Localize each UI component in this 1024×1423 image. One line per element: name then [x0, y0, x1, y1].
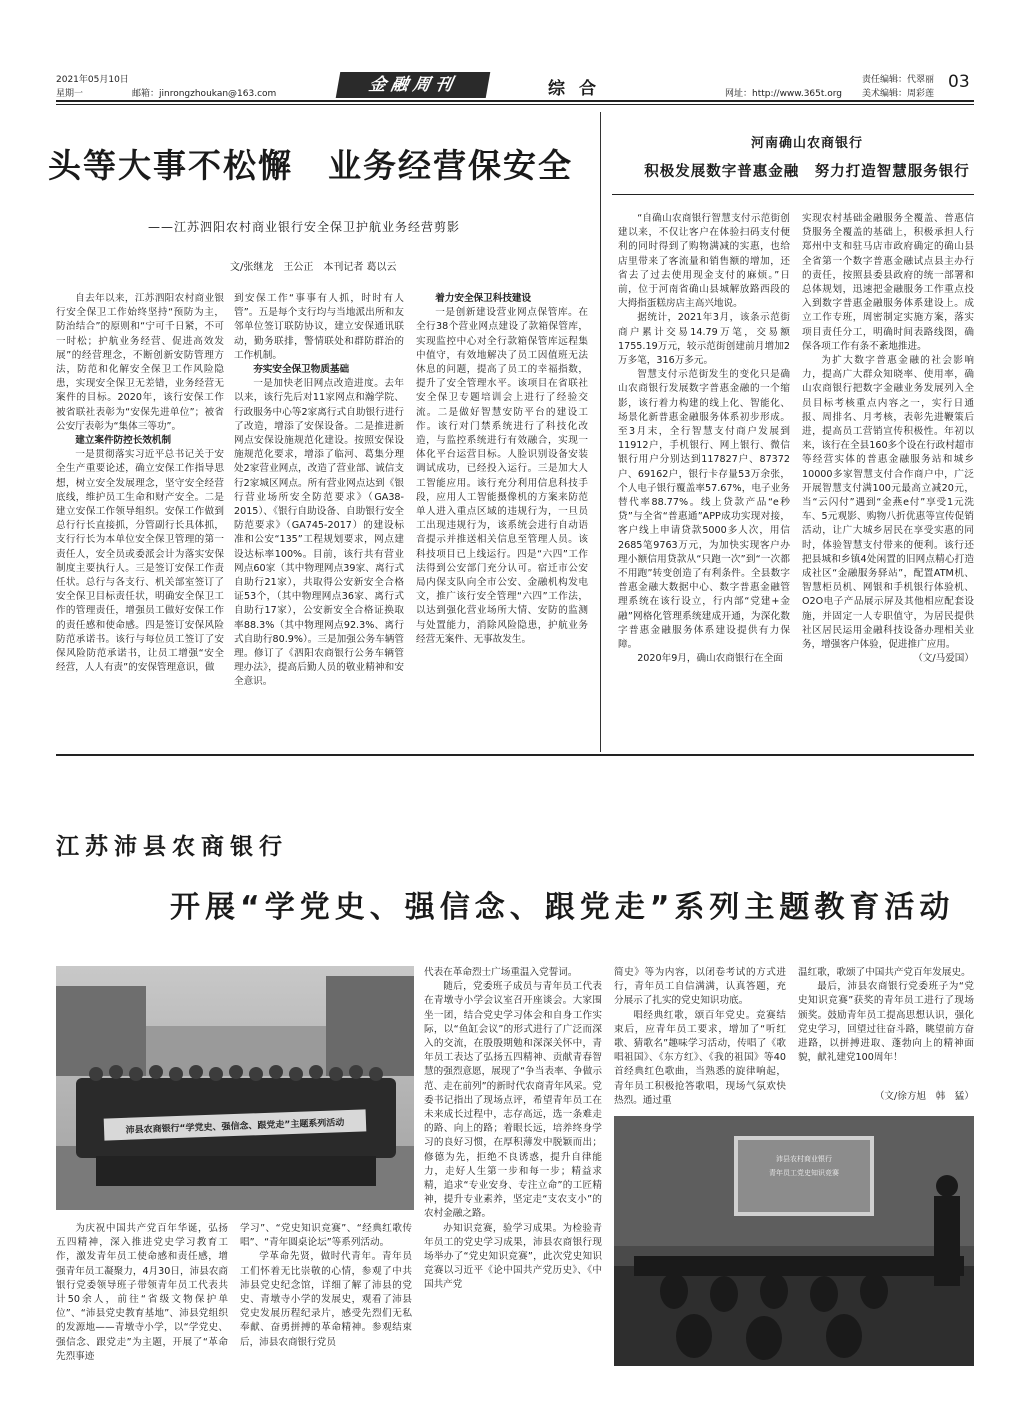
subheading: 夯实安全保卫物质基础: [253, 364, 350, 376]
paragraph: 简史》等为内容，以闭卷考试的方式进行，青年员工自信满满，认真答题，充分展示了扎实的党史知识功底。: [614, 967, 786, 1007]
screen-title-line2: 青年员工党史知识竞赛: [769, 1169, 839, 1177]
issue-weekday: 星期一: [56, 89, 84, 99]
subheading: 着力安全保卫科技建设: [435, 293, 532, 304]
website-url: 网址：http://www.365t.org: [725, 89, 843, 99]
paragraph: 代表在革命烈士广场重温入党誓词。: [424, 967, 578, 978]
issue-date: 2021年05月10日: [56, 75, 129, 85]
paragraph: 智慧支付示范街发生的变化只是确山农商银行发展数字普惠金融的一个缩影，该行着力构建的线上化、智能化、场景化新普惠金融服务体系初步形成。至3月末，全行智慧支付商户发展到11912户，手机银行、网上银行、微信银行用户分别达到117827户、87372户、69162户，银行卡存量53万余张，个人电子银行覆盖率57.67%，电子业务替代率88.77%。线上贷款产品“e秒贷”与全省“普惠通”APP成功实现对接，客户线上申请贷款5000多人次，用信2685笔9763万元，为加快实现客户办理小额信用贷款从“只跑一次”到“一次都不用跑”转变创造了有利条件。全县数字普惠金融大数据中心、数字普惠金融管理系统在该行设立，行内部“党建+金融”网格化管理系统建成开通，为深化数字普惠金融服务体系建设提供有力保障。: [618, 369, 790, 651]
article2-column-1: [618, 212, 790, 744]
section-separator: [56, 754, 974, 756]
photo-banner-text: 沛县农商银行“学党史、强信念、跟党走”主题系列活动: [125, 1118, 345, 1136]
paragraph: 一是加快老旧网点改造进度。去年以来，该行先后对11家网点和瀚学院、行政服务中心等2家离行式自助银行进行了改造，增添了安保设备。二是推进新网点安保设施规范化建设。按照安保设施规范化要求，增添了临河、葛集分理处2家营业网点，改造了营业部、诚信支行2家城区网点。所有营业网点达到《银行营业场所安全防范要求》（GA38-2015）、《银行自助设备、自助银行安全防范要求》（GA745-2017）的建设标准和公安“135”工程规划要求，网点建设达标率100%。目前，该行共有营业网点60家（其中物理网点39家、离行式自助行21家），共取得公安新安全合格证53个，（其中物理网点36家、离行式自助行17家），公安新安全合格证换取率88.3%（其中物理网点92.3%、离行式自助行80.9%）。三是加强公务车辆管理。修订了《泗阳农商银行公务车辆管理办法》，提高后勤人员的敬业精神和安全意识。: [234, 378, 404, 688]
article3-column-3: [424, 966, 602, 1370]
article3-column-4: [614, 966, 786, 1114]
article2-kicker: 河南确山农商银行: [750, 136, 863, 151]
column-divider: [600, 112, 601, 752]
paragraph: 随后，党委班子成员与青年员工代表在青墩寺小学会议室召开座谈会。大家围坐一团，结合党史学习体会和自身工作实际，以“鱼缸会议”的形式进行了广泛而深入的交流，在殷殷期勉和深深关怀中，青年员工表达了弘扬五四精神、贡献青春智慧的强烈意愿，展现了“争当表率、争做示范、走在前列”的新时代农商青年风采。党委书记指出了现场点评，希望青年员工在未来成长过程中，志存高远，选一条难走的路、向上的路；着眼长远，培养终身学习的良好习惯，在厚积薄发中脱颖而出；修德为先，拒绝不良诱惑，提升自律能力，走好人生第一步和每一步；精益求精，追求“专业安身、专注立命”的工匠精神，提升专业素养，坚定走“支农支小”的农村金融之路。: [424, 981, 602, 1220]
responsible-editor: 责任编辑：代翠丽: [862, 75, 935, 85]
paragraph: 学革命先贤，做时代青年。青年员工们怀着无比崇敬的心情，参观了中共沛县党史纪念馆，详细了解了沛县的党史、青墩寺小学的发展史，观看了沛县党史发展历程纪录片，感受先烈们无私奉献、奋勇拼搏的革命精神。参观结束后，沛县农商银行党员: [240, 1251, 412, 1348]
screen-title-line1: 沛县农村商业银行: [776, 1155, 832, 1163]
subheading: 建立案件防控长效机制: [75, 435, 172, 447]
paragraph: 自去年以来，江苏泗阳农村商业银行安全保卫工作始终坚持“预防为主，防治结合”的原则和“宁可千日紧，不可一时松；护航业务经营、促进高效发展”的经营理念，不断创新安防管理方法，防范和化解安全保卫工作风险隐患，实现安全保卫无差错，业务经营无案件的目标。2020年，该行安保工作被省联社表彰为“安保先进单位”；被省公安厅表彰为“集体三等功”。: [56, 293, 224, 432]
paragraph: 一是创新建设营业网点保管库。在全行38个营业网点建设了款箱保管库，实现监控中心对全行款箱保管库远程集中值守，有效地解决了员工因值班无法休息的问题，提高了员工的幸福指数，提升了安全管理水平。该项目在省联社安全保卫专题培训会上进行了经验交流。二是做好智慧安防平台的建设工作。该行对门禁系统进行了科技化改造，与监控系统进行有效融合，实现一体化平台运营目标。人脸识别设备安装调试成功，已经投入运行。三是加大人工智能应用。该行充分利用信息科技手段，应用人工智能摄像机的方案来防范单人进入重点区域的违规行为，一旦员工出现违规行为，该系统会进行自动语音提示并推送相关信息至管理人员。该科技项目已上线运行。四是“六四”工作法得到公安部门充分认可。宿迁市公安局内保支队向全市公安、金融机构发电文，推广该行安全管理“六四”工作法，以达到强化营业场所大情、安防的监测与处置能力，消除风险隐患，护航业务经营无案件、无事故发生。: [416, 307, 588, 645]
paragraph: 2020年9月，确山农商银行在全面: [637, 653, 783, 665]
paragraph: 唱经典红歌，颂百年党史。竞赛结束后，应青年员工要求，增加了“听红歌、猜歌名”趣味学习活动，传唱了《歌唱祖国》、《东方红》、《我的祖国》等40首经典红色歌曲，当熟悉的旋律响起，青年员工积极抢答歌唱，现场气氛欢快热烈。通过重: [614, 1009, 786, 1106]
masthead-rule-thin: [56, 104, 974, 105]
paragraph: 最后，沛县农商银行党委班子为“党史知识竞赛”获奖的青年员工进行了现场颁奖。鼓励青年员工提高思想认识，强化党史学习，回望过往奋斗路，眺望前方奋进路，以拼搏进取、蓬勃向上的精神面貌，献礼建党100周年！: [798, 981, 974, 1064]
paragraph: 为庆祝中国共产党百年华诞，弘扬五四精神，深入推进党史学习教育工作，激发青年员工使命感和责任感，增强青年员工凝聚力，4月30日，沛县农商银行党委领导班子带领青年员工代表共计50余人，前往“省级文物保护单位”、“沛县党史教育基地”、沛县党组织的发源地——青墩寺小学，以“学党史、强信念、跟党走”为主题，开展了“革命先烈事迹: [56, 1223, 228, 1362]
article1-column-1: [56, 292, 224, 742]
article1-subheadline: ——江苏泗阳农村商业银行安全保卫护航业务经营剪影: [148, 220, 461, 234]
article3-meeting-photo: [614, 1116, 974, 1366]
art-editor: 美术编辑：周彩莲: [862, 89, 935, 99]
article3-column-5: [798, 966, 974, 1086]
paragraph: 一是贯彻落实习近平总书记关于安全生产重要论述，确立安保工作指导思想，树立安全发展理念，坚守安全经营底线，维护员工生命和财产安全。二是建立安保工作领导组织。安保工作做到总行行长直接抓，分管副行长具体抓，支行行长为本单位安全保卫管理的第一责任人，安全员或委派会计为落实安保制度主要执行人。三是签订安保工作责任状。总行与各支行、机关部室签订了安全保卫目标责任状，明确安全保卫工作的管理责任，增强员工做好安保工作的责任感和使命感。四是签订安保风险防范承诺书。该行与每位员工签订了安保风险防范承诺书，让员工增强“安全经营，人人有责”的安保管理意识，做: [56, 449, 224, 674]
paragraph: 办知识竞赛，验学习成果。为检验青年员工的党史学习成果，沛县农商银行现场举办了“党史知识竞赛”，此次党史知识竞赛以习近平《论中国共产党历史》、《中国共产党: [424, 1222, 602, 1291]
article2-column-2: [802, 212, 974, 744]
newspaper-brand-logo: 金融周刊: [336, 72, 491, 98]
page-number: 03: [948, 72, 970, 92]
article3-signature: （文/徐方旭 韩 猛）: [874, 1091, 974, 1102]
author-signature: （文/马爱国）: [913, 653, 974, 665]
article2-rule: [612, 194, 974, 195]
paragraph: 学习”、“党史知识竞赛”、“经典红歌传唱”、“青年圆桌论坛”等系列活动。: [240, 1223, 412, 1249]
article1-headline: 头等大事不松懈 业务经营保安全: [48, 146, 573, 185]
article3-group-photo: [56, 966, 414, 1210]
paragraph: 温红歌，歌颂了中国共产党百年发展史。: [798, 967, 971, 978]
article3-column-2: [240, 1222, 412, 1372]
contact-email: 邮箱：jinrongzhoukan@163.com: [132, 89, 277, 99]
article1-column-2: [234, 292, 404, 742]
paragraph: “自确山农商银行智慧支付示范街创建以来，不仅让客户在体验扫码支付便利的同时得到了购物满减的实惠，也给店里带来了客流量和销售额的增加，还省去了过去使用现金支付的麻烦。”日前，位于河南省确山县城解放路西段的大拇指蛋糕房店主高兴地说。: [618, 213, 790, 310]
article1-column-3: [416, 292, 588, 742]
masthead-rule: [56, 100, 974, 102]
paragraph: 据统计，2021年3月，该条示范街商户累计交易14.79万笔，交易额1755.19万元，较示范街创建前月增加2万多笔，316万多元。: [618, 312, 790, 367]
article3-column-1: [56, 1222, 228, 1372]
article3-headline: 开展“学党史、强信念、跟党走”系列主题教育活动: [170, 890, 955, 925]
article2-headline: 积极发展数字普惠金融 努力打造智慧服务银行: [644, 164, 970, 180]
section-title: 综合: [548, 79, 610, 99]
article3-kicker: 江苏沛县农商银行: [56, 834, 288, 860]
paragraph: 实现农村基础金融服务全覆盖、普惠信贷服务全覆盖的基础上，积极承担人行郑州中支和驻马店市政府确定的确山县全省第一个数字普惠金融试点县主办行的责任，按照县委县政府的统一部署和总体规划，迅速把金融服务工作重点投入到数字普惠金融服务体系建设上。成立工作专班，周密制定实施方案，落实项目责任分工，明确时间表路线图，确保各项工作有条不紊地推进。: [802, 213, 974, 352]
article1-byline: 文/张继龙 王公正 本刊记者 葛以云: [230, 262, 397, 273]
paragraph: 到安保工作“事事有人抓，时时有人管”。五是每个支行均与当地派出所和友邻单位签订联防协议，建立安保通讯联动，勤务联排，警情联处和群防群治的工作机制。: [234, 293, 404, 361]
group-photo-image: [56, 966, 414, 1210]
paragraph: 为扩大数字普惠金融的社会影响力，提高广大群众知晓率、使用率，确山农商银行把数字金融业务发展列入全员目标考核重点内容之一，实行日通报、周排名、月考核，表彰先进鞭策后进，提高员工营销宣传积极性。年初以来，该行在全县160多个设在行政村超市等经营实体的普惠金融服务站和城乡10000多家智慧支付合作商户中，广泛开展智慧支付满100元最高立减20元，当“云闪付”遇到“金燕e付”享受1元洗车、5元观影、购物八折优惠等宣传促销活动，让广大城乡居民在享受实惠的同时，体验智慧支付带来的便利。该行还把县城和乡镇4处闲置的旧网点精心打造成社区“金融服务驿站”，配置ATM机、智慧柜员机、网银和手机银行体验机、O2O电子产品展示屏及其他相应配套设施，并固定一人专职值守，为居民提供社区居民运用金融科技设备办理相关业务，增强客户体验，促进推广应用。: [802, 355, 974, 651]
